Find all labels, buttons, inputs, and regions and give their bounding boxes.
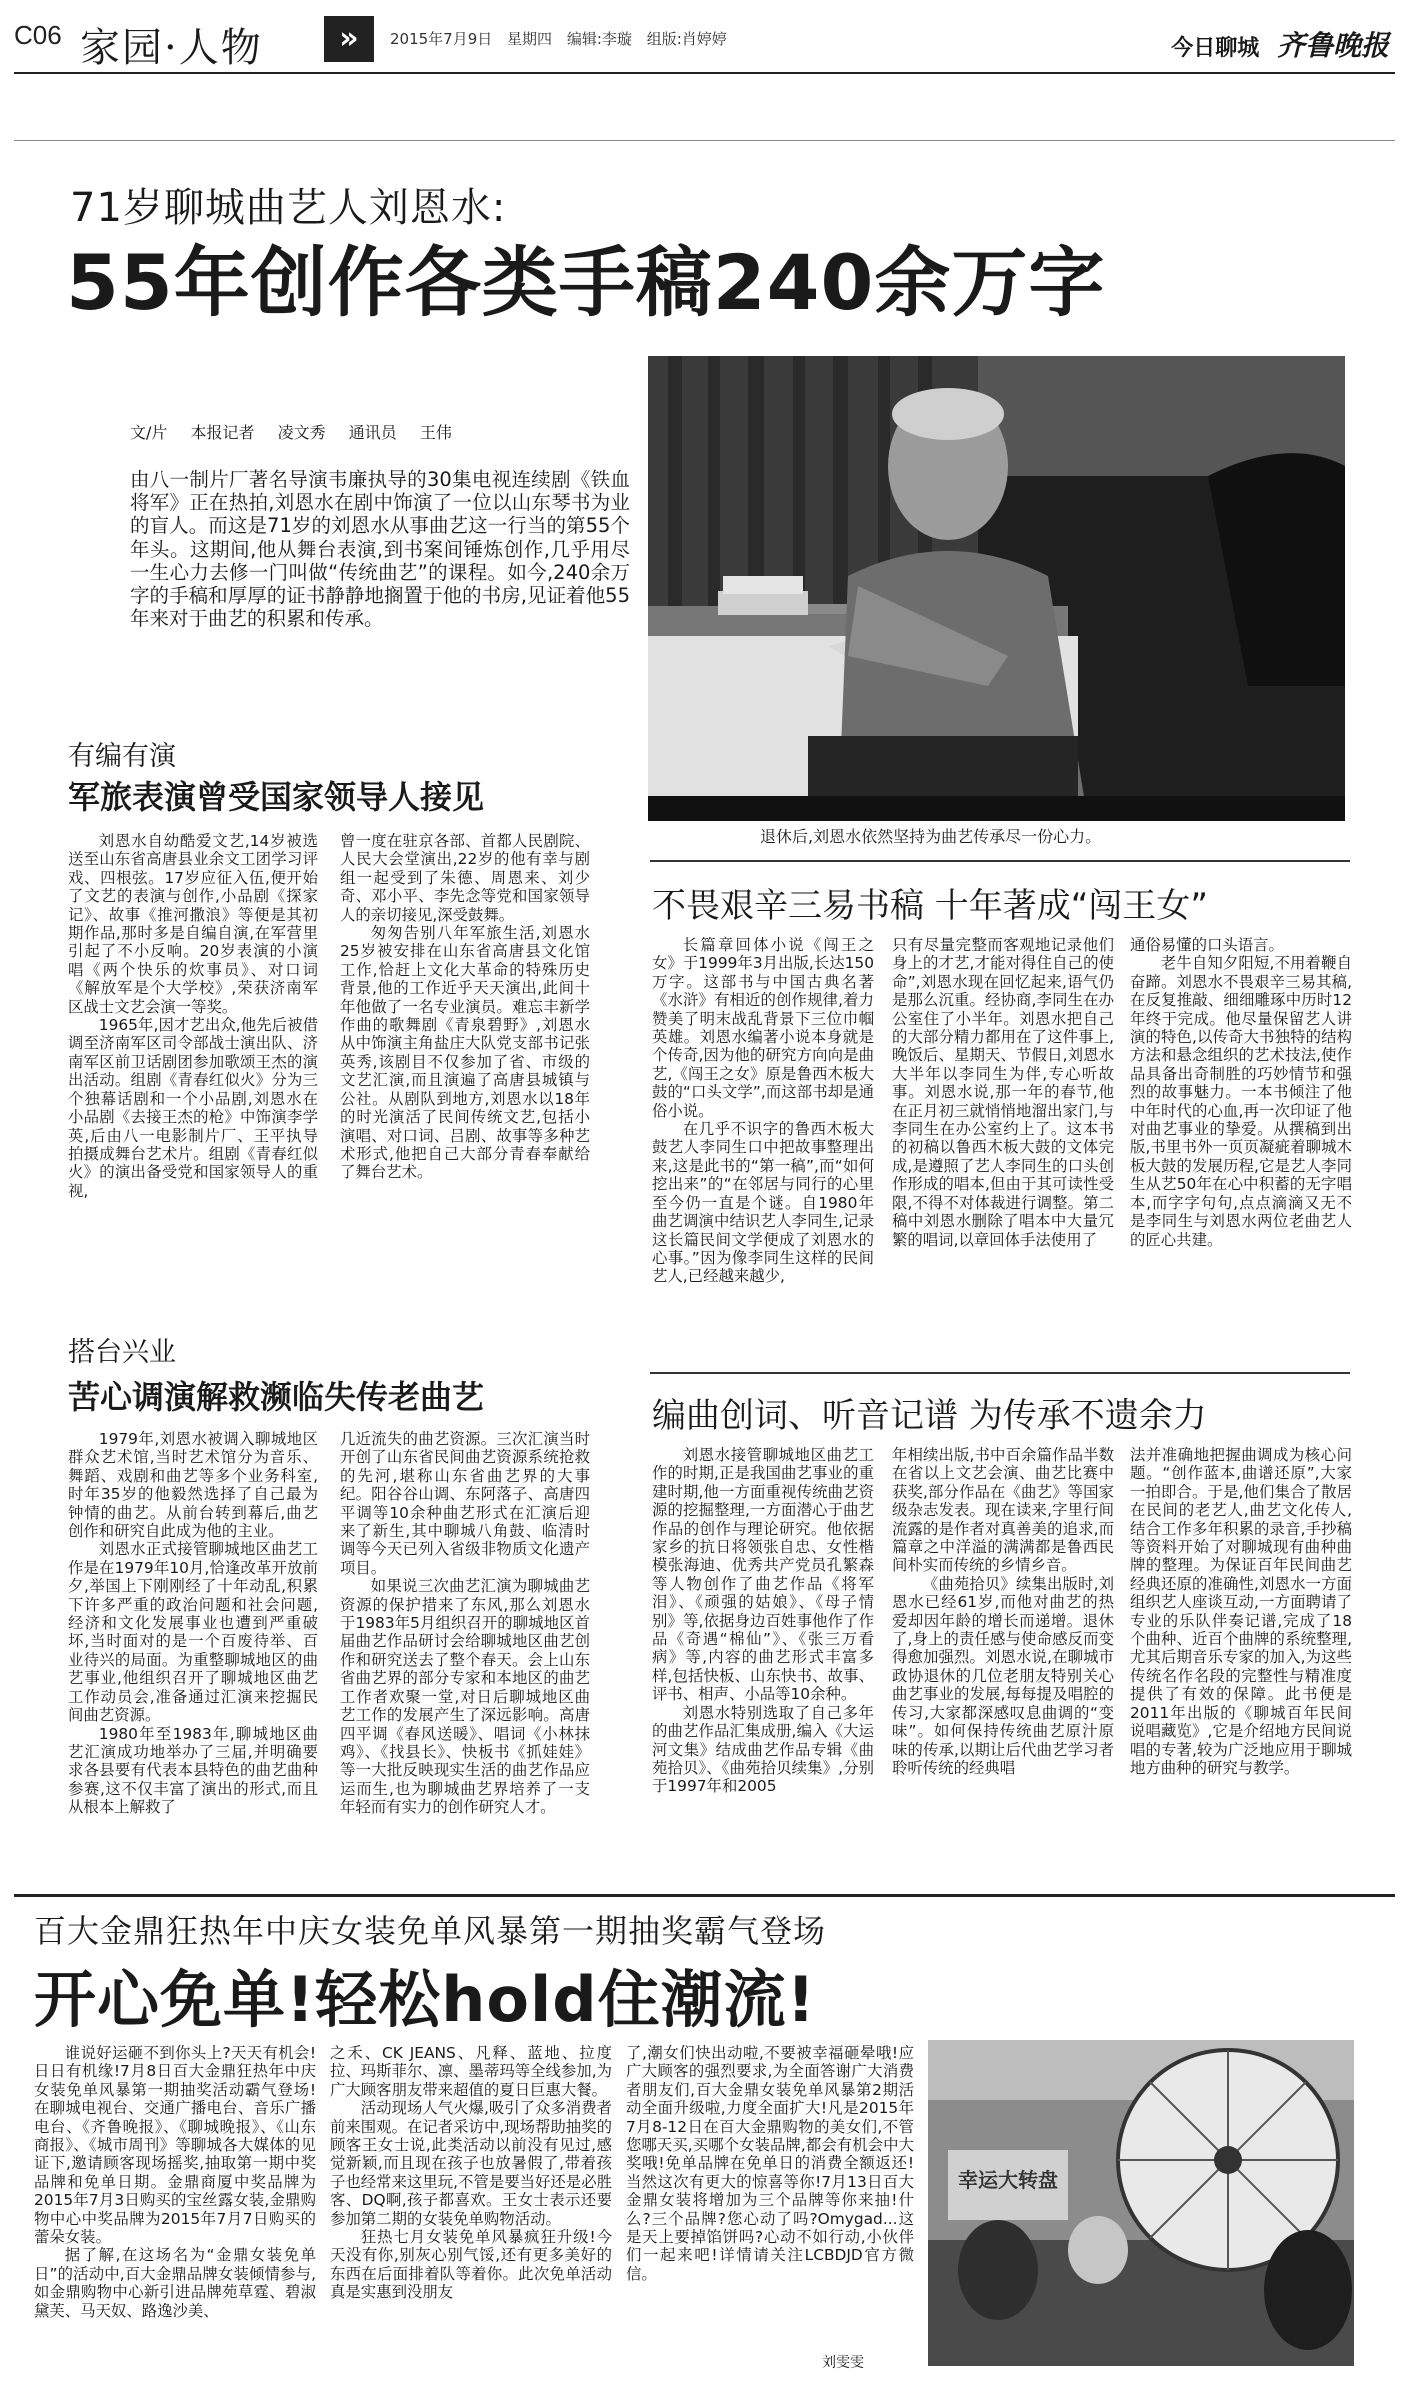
portrait-photo	[648, 356, 1345, 821]
layout-credit: 组版:肖婷婷	[646, 30, 727, 48]
section1-title: 军旅表演曾受国家领导人接见	[68, 778, 485, 816]
byline-part: 文/片	[130, 423, 168, 442]
column-name: 今日聊城	[1171, 36, 1260, 61]
section3-title: 不畏艰辛三易书稿 十年著成“闯王女”	[652, 886, 1209, 926]
section1-kicker: 有编有演	[68, 741, 176, 772]
byline-part: 本报记者	[190, 423, 255, 442]
paragraph: 年相续出版,书中百余篇作品半数在省以上文艺会演、曲艺比赛中获奖,部分作品在《曲艺》等国家级杂志发表。现在读来,字里行间流露的是作者对真善美的追求,而篇章之中洋溢的满满都是鲁西民间朴实而传统的乡情乡音。	[892, 1446, 1114, 1575]
section1-col2	[340, 832, 590, 1182]
section3-rule	[650, 860, 1350, 862]
section4-col2	[892, 1446, 1114, 1777]
paragraph: 通俗易懂的口头语言。	[1130, 936, 1284, 954]
section2-kicker: 搭台兴业	[68, 1337, 176, 1368]
section3-col2	[892, 936, 1114, 1249]
ad-col2	[330, 2044, 612, 2302]
ad-title: 开心免单!轻松hold住潮流!	[34, 1963, 816, 2036]
paragraph: 之禾、CK JEANS、凡释、蓝地、拉度拉、玛斯菲尔、凛、墨蒂玛等全线参加,为广大顾客朋友带来超值的夏日巨惠大餐。	[330, 2044, 612, 2099]
paragraph: 只有尽量完整而客观地记录他们身上的才艺,才能对得住自己的使命”,刘恩水现在回忆起来,语气仍是那么沉重。经协商,李同生在办公室住了小半年。刘恩水把自己的大部分精力都用在了这件事上,晚饭后、星期天、节假日,刘恩水大半年以李同生为伴,专心听故事。刘恩水说,那一年的春节,他在正月初三就悄悄地溜出家门,与李同生在办公室约上了。这本书的初稿以鲁西木板大鼓的文体完成,是遵照了艺人李同生的口头创作形成的唱本,但由于其可读性受限,不得不对体裁进行调整。第二稿中刘恩水删除了唱本中大量冗繁的唱词,以章回体手法使用了	[892, 936, 1114, 1249]
paragraph: 《曲苑拾贝》续集出版时,刘恩水已经61岁,而他对曲艺的热爱却因年龄的增长而递增。退休了,身上的责任感与使命感反而变得愈加强烈。刘恩水说,在聊城市政协退休的几位老朋友特别关心曲艺事业的发展,每每提及唱腔的传习,大家都深感叹息曲调的“变味”。如何保持传统曲艺原汁原味的传承,以期让后代曲艺学习者聆听传统的经典唱	[892, 1574, 1114, 1777]
section4-title: 编曲创词、听音记谱 为传承不遗余力	[652, 1396, 1207, 1436]
lottery-illustration	[928, 2040, 1354, 2366]
paragraph: 几近流失的曲艺资源。三次汇演当时开创了山东省民间曲艺资源系统抢救的先河,堪称山东省曲艺界的大事纪。阳谷谷山调、东阿落子、高唐四平调等10余种曲艺形式在汇演后迎来了新生,其中聊城八角鼓、临清时调等今天已列入省级非物质文化遗产项目。	[340, 1430, 590, 1577]
paragraph: 狂热七月女装免单风暴疯狂升级!今天没有你,别灰心别气馁,还有更多美好的东西在后面排着队等着你。此次免单活动真是实惠到没朋友	[330, 2228, 612, 2302]
paragraph: 刘恩水自幼酷爱文艺,14岁被选送至山东省高唐县业余文工团学习评戏、四根弦。17岁应征入伍,便开始了文艺的表演与创作,小品剧《探家记》、故事《推河撒浪》等便是其初期作品,那时多是自编自演,在军营里引起了不小反响。20岁表演的小演唱《两个快乐的炊事员》、对口词《解放军是个大学校》,荣获济南军区战士文艺会演一等奖。	[68, 832, 318, 1016]
paragraph: 活动现场人气火爆,吸引了众多消费者前来围观。在记者采访中,现场帮助抽奖的顾客王女士说,此类活动以前没有见过,感觉新颖,而且现在孩子也放暑假了,带着孩子也经常来这里玩,不管是要当好还是必胜客、DQ啊,孩子都喜欢。王女士表示还要参加第二期的女装免单购物活动。	[330, 2099, 612, 2228]
section4-col3	[1130, 1446, 1352, 1777]
section-title: 家园·人物	[80, 25, 263, 71]
editor-credit: 编辑:李璇	[566, 30, 632, 48]
paragraph: 法并准确地把握曲调成为核心问题。“创作蓝本,曲谱还原”,大家一拍即合。于是,他们集合了散居在民间的老艺人,曲艺文化传人,结合工作多年积累的录音,手抄稿等资料开始了对聊城现有曲种曲牌的整理。为保证百年民间曲艺经典还原的准确性,刘恩水一方面组织艺人座谈互动,一方面聘请了专业的乐队伴奏记谱,完成了18个曲种、近百个曲牌的系统整理,尤其后期音乐专家的加入,为这些传统名作名段的完整性与精准度提供了有效的保障。此书便是2011年出版的《聊城百年民间说唱藏览》,它是介绍地方民间说唱的专著,较为广泛地应用于聊城地方曲种的研究与教学。	[1130, 1446, 1352, 1777]
paragraph: 如果说三次曲艺汇演为聊城曲艺资源的保护措来了东风,那么刘恩水于1983年5月组织召开的聊城地区首届曲艺作品研讨会给聊城地区曲艺创作和研究送去了整个春天。会上山东省曲艺界的部分专家和本地区的曲艺工作者欢聚一堂,对日后聊城地区曲艺工作的发展产生了深远影响。高唐四平调《春风送暖》、唱词《小林抹鸡》、《找县长》、快板书《抓娃娃》等一大批反映现实生活的曲艺作品应运而生,也为聊城曲艺界培养了一支年轻而有实力的创作研究人才。	[340, 1577, 590, 1817]
section2-title: 苦心调演解救濒临失传老曲艺	[68, 1378, 485, 1416]
ad-col1	[34, 2044, 316, 2320]
double-chevron-icon: »	[324, 16, 374, 62]
wheel-banner-text: 幸运大转盘	[958, 2168, 1058, 2192]
paragraph: 了,潮女们快出动啦,不要被幸福砸晕哦!应广大顾客的强烈要求,为全面答谢广大消费者朋友们,百大金鼎女装免单风暴第2期活动全面升级啦,力度全面扩大!凡是2015年7月8-12日在百大金鼎购物的美女们,不管您哪天买,买哪个女装品牌,都会有机会中大奖哦!免单品牌在免单日的消费全额返还!当然这次有更大的惊喜等你!7月13日百大金鼎女装将增加为三个品牌等你来抽!什么?三个品牌?您心动了吗?Omygad...这是天上要掉馅饼吗?心动不如行动,小伙伴们一起来吧!详情请关注LCBDJD官方微信。	[626, 2044, 914, 2283]
article-lede: 由八一制片厂著名导演韦廉执导的30集电视连续剧《铁血将军》正在热拍,刘恩水在剧中饰演了一位以山东琴书为业的盲人。而这是71岁的刘恩水从事曲艺这一行当的第55个年头。这期间,他从舞台表演,到书案间锤炼创作,几乎用尽一生心力去修一门叫做“传统曲艺”的课程。如今,240余万字的手稿和厚厚的证书静静地搁置于他的书房,见证着他55年来对于曲艺的积累和传承。	[130, 468, 630, 631]
paragraph: 1965年,因才艺出众,他先后被借调至济南军区司令部战士演出队、济南军区前卫话剧团参加歌颂王杰的演出活动。组剧《青春红似火》分为三个独幕话剧和一个小品剧,刘恩水在小品剧《去接王杰的枪》中饰演李学英,后由八一电影制片厂、王平执导拍摄成舞台艺术片。组剧《青春红似火》的演出备受党和国家领导人的重视,	[68, 1016, 318, 1200]
section4-col1	[652, 1446, 874, 1796]
byline	[130, 420, 470, 443]
section3-col3	[1130, 936, 1352, 1249]
photo-caption: 退休后,刘恩水依然坚持为曲艺传承尽一份心力。	[760, 827, 1102, 846]
issue-meta	[390, 28, 737, 49]
header-rule	[14, 72, 1395, 74]
ad-author: 刘雯雯	[822, 2355, 864, 2371]
byline-part: 凌文秀	[277, 423, 326, 442]
paragraph: 刘恩水接管聊城地区曲艺工作的时期,正是我国曲艺事业的重建时期,他一方面重视传统曲艺资源的挖掘整理,一方面潜心于曲艺作品的创作与理论研究。他依据家乡的抗日将领张自忠、女性楷模张海迪、优秀共产党员孔繁森等人物创作了曲艺作品《将军泪》、《顽强的姑娘》、《母子情别》等,依据身边百姓事他作了作品《奇遇“棉仙”》、《张三万看病》等,内容的曲艺形式丰富多样,包括快板、山东快书、故事、评书、相声、小品等10余种。	[652, 1446, 874, 1704]
ad-col3	[626, 2044, 914, 2283]
section3-col1	[652, 936, 874, 1286]
paragraph: 在几乎不识字的鲁西木板大鼓艺人李同生口中把故事整理出来,这是此书的“第一稿”,而“如何挖出来”的“在邻居与同行的心里至今仍一直是个谜。自1980年曲艺调演中结识艺人李同生,记录这长篇民间文学便成了刘恩水的心事。”因为像李同生这样的民间艺人,已经越来越少,	[652, 1120, 874, 1286]
paragraph: 长篇章回体小说《闯王之女》于1999年3月出版,长达150万字。这部书与中国古典名著《水浒》有相近的创作规律,着力赞美了明末战乱背景下三位巾帼英雄。刘恩水编著小说本身就是个传奇,因为他的研究方向向是曲艺,《闯王之女》原是鲁西木板大鼓的“口头文学”,而这部书却是通俗小说。	[652, 936, 874, 1120]
ad-kicker: 百大金鼎狂热年中庆女装免单风暴第一期抽奖霸气登场	[34, 1912, 827, 1950]
paragraph: 匆匆告别八年军旅生活,刘恩水25岁被安排在山东省高唐县文化馆工作,恰赶上文化大革命的特殊历史背景,他的工作近乎天天演出,此间十年他做了一名专业演员。难忘丰新学作曲的歌舞剧《青泉碧野》,刘恩水从中饰演主角盐庄大队党支部书记张英秀,该剧目不仅参加了省、市级的文艺汇演,而且演遍了高唐县城镇与公社。从剧队到地方,刘恩水以18年的时光演活了民间传统文艺,包括小演唱、对口词、吕剧、故事等多种艺术形式,他把自己大部分青春奉献给了舞台艺术。	[340, 924, 590, 1182]
portrait-illustration	[648, 356, 1345, 821]
header-rule-thin	[14, 140, 1395, 141]
issue-date: 2015年7月9日	[390, 30, 493, 48]
section2-col1	[68, 1430, 318, 1817]
newspaper-logo: 齐鲁晚报	[1276, 29, 1389, 62]
paragraph: 曾一度在驻京各部、首都人民剧院、人民大会堂演出,22岁的他有幸与剧组一起受到了朱德、周恩来、刘少奇、邓小平、李先念等党和国家领导人的亲切接见,深受鼓舞。	[340, 832, 590, 924]
issue-weekday: 星期四	[507, 30, 553, 48]
byline-part: 王伟	[419, 423, 452, 442]
paragraph: 刘恩水特别选取了自己多年的曲艺作品汇集成册,编入《大运河文集》结成曲艺作品专辑《曲苑拾贝》、《曲苑拾贝续集》,分别于1997年和2005	[652, 1703, 874, 1796]
ad-rule	[14, 1894, 1395, 1897]
section1-col1	[68, 832, 318, 1200]
paragraph: 据了解,在这场名为“金鼎女装免单日”的活动中,百大金鼎品牌女装倾情参与,如金鼎购物中心新引进品牌苑草霆、碧淑黛芙、马天奴、路逸沙美、	[34, 2246, 316, 2320]
section2-col2	[340, 1430, 590, 1817]
brand	[1171, 24, 1389, 64]
article-kicker: 71岁聊城曲艺人刘恩水:	[70, 185, 507, 231]
paragraph: 谁说好运砸不到你头上?天天有机会!日日有机缘!7月8日百大金鼎狂热年中庆女装免单风暴第一期抽奖活动霸气登场!在聊城电视台、交通广播电台、音乐广播电台、《齐鲁晚报》、《聊城晚报》、《山东商报》、《城市周刊》等聊城各大媒体的见证下,邀请顾客现场摇奖,抽取第一期中奖品牌和免单日期。金鼎商厦中奖品牌为2015年7月3日购买的宝丝露女装,金鼎购物中心中奖品牌为2015年7月7日购买的蕾朵女装。	[34, 2044, 316, 2247]
section4-rule	[650, 1372, 1350, 1374]
page-number: C06	[14, 20, 62, 50]
lottery-photo	[928, 2040, 1354, 2366]
byline-part: 通讯员	[348, 423, 397, 442]
paragraph: 刘恩水正式接管聊城地区曲艺工作是在1979年10月,恰逢改革开放前夕,举国上下刚刚经了十年动乱,积累下许多严重的政治问题和社会问题,经济和文化发展事业也遭到严重破坏,当时面对的是一个百废待举、百业待兴的局面。为重整聊城地区的曲艺事业,他组织召开了聊城地区曲艺工作动员会,准备通过汇演来挖掘民间曲艺资源。	[68, 1540, 318, 1725]
article-headline: 55年创作各类手稿240余万字	[66, 238, 1106, 327]
paragraph: 1979年,刘恩水被调入聊城地区群众艺术馆,当时艺术馆分为音乐、舞蹈、戏剧和曲艺等多个业务科室,时年35岁的他毅然选择了自己最为钟情的曲艺。从前台转到幕后,曲艺创作和研究自此成为他的主业。	[68, 1430, 318, 1541]
paragraph: 老牛自知夕阳短,不用着鞭自奋蹄。刘恩水不畏艰辛三易其稿,在反复推敲、细细雕琢中历时12年终于完成。他尽量保留艺人讲演的特色,以传奇大书独特的结构方法和悬念组织的艺术技法,使作品具备出奇制胜的巧妙情节和强烈的故事魅力。一本书倾注了他中年时代的心血,再一次印证了他对曲艺事业的挚爱。从撰稿到出版,书里书外一页页凝疵着聊城木板大鼓的发展历程,它是艺人李同生从艺50年在心中积蓄的无字唱本,而字字句句,点点滴滴又无不是李同生与刘恩水两位老曲艺人的匠心共建。	[1130, 954, 1352, 1249]
paragraph: 1980年至1983年,聊城地区曲艺汇演成功地举办了三届,并明确要求各县要有代表本县特色的曲艺曲种参赛,这不仅丰富了演出的形式,而且从根本上解救了	[68, 1724, 318, 1817]
